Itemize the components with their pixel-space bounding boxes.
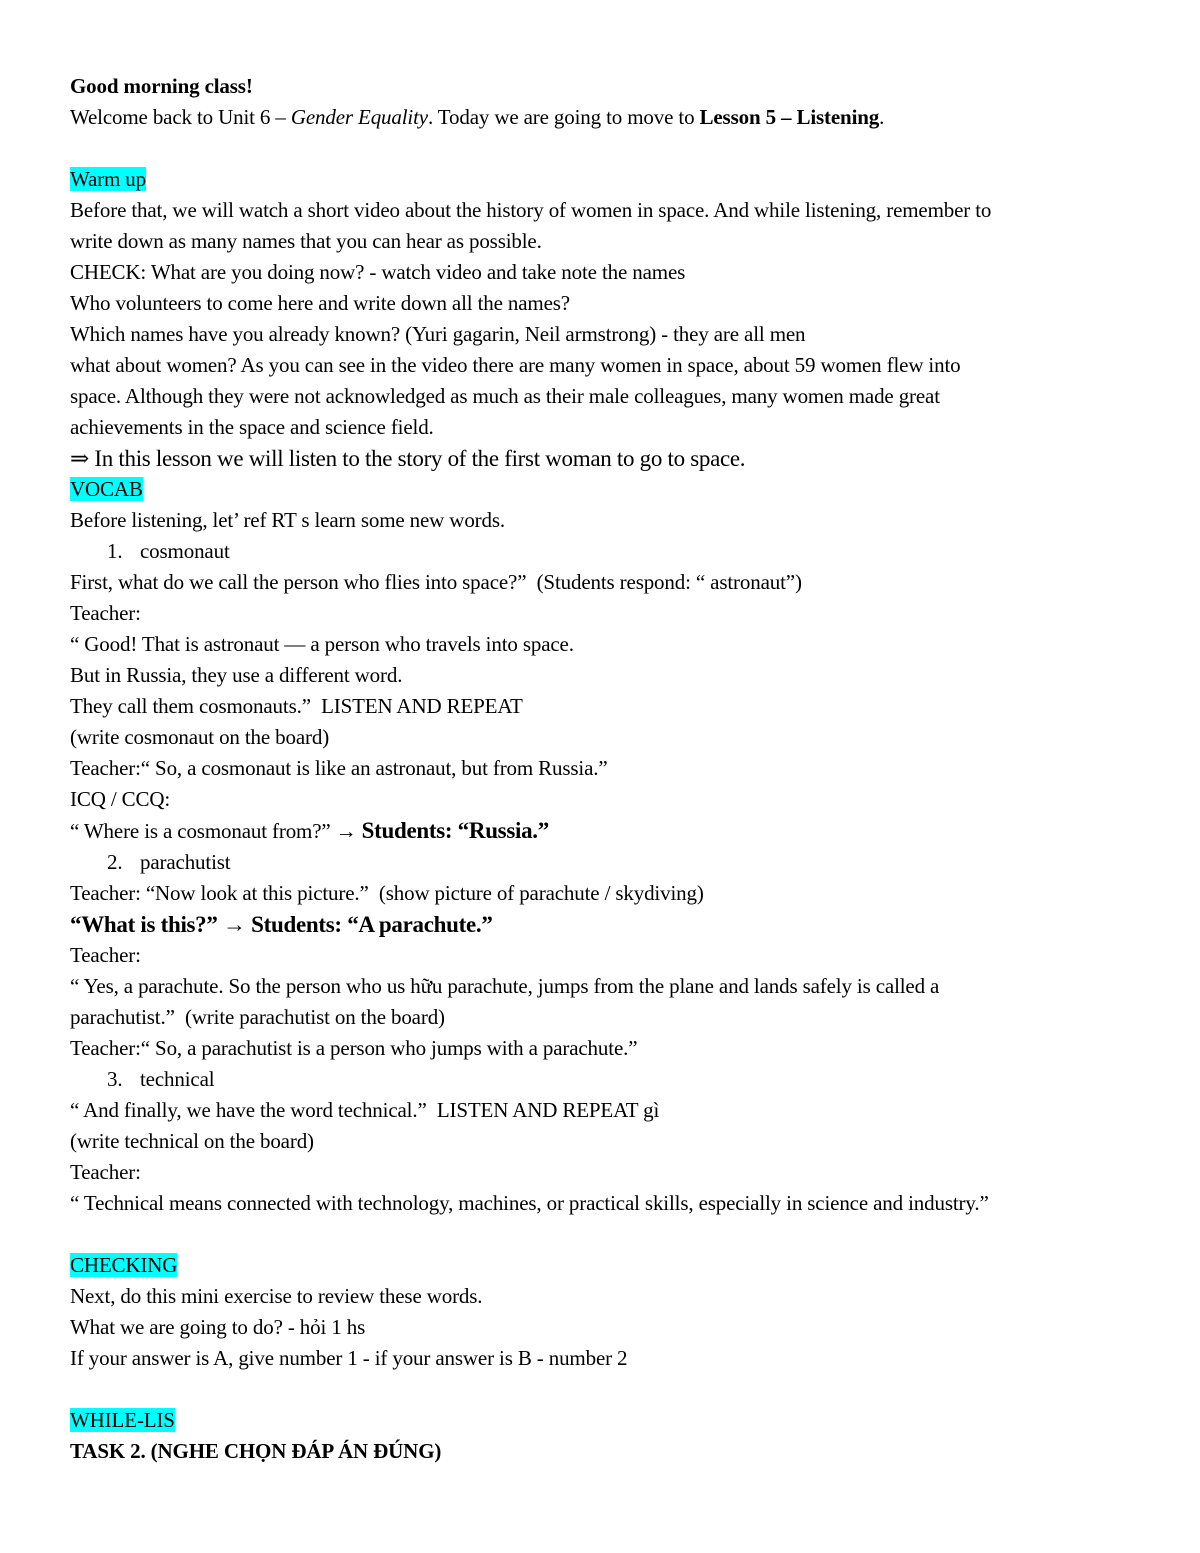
warmup-line: CHECK: What are you doing now? - watch video and take note the names — [70, 260, 686, 284]
vocab-question: “What is this?” → Students: “A parachute.” — [70, 912, 493, 937]
vocab-line: Teacher: “Now look at this picture.” (show picture of parachute / skydiving) — [70, 881, 704, 905]
warmup-line: write down as many names that you can hear as possible. — [70, 229, 542, 253]
vocab-line: “ Good! That is astronaut — a person who travels into space. — [70, 632, 574, 656]
vocab-item-2: 2. parachutist — [107, 850, 231, 874]
warmup-line: Before that, we will watch a short video about the history of women in space. And while listening, remember to — [70, 198, 992, 222]
checking-line: If your answer is A, give number 1 - if your answer is B - number 2 — [70, 1346, 628, 1370]
checking-heading: CHECKING — [70, 1253, 178, 1277]
lesson-title: Lesson 5 – Listening — [699, 105, 880, 129]
vocab-line: “ Yes, a parachute. So the person who us hữu parachute, jumps from the plane and lands safely is called a — [70, 974, 940, 998]
vocab-line: Teacher: — [70, 1160, 141, 1184]
vocab-line: (write technical on the board) — [70, 1129, 314, 1153]
vocab-heading: VOCAB — [70, 477, 143, 501]
vocab-item-1: 1. cosmonaut — [107, 539, 230, 563]
task-title: TASK 2. (NGHE CHỌN ĐÁP ÁN ĐÚNG) — [70, 1439, 442, 1463]
unit-title: Gender Equality — [290, 105, 428, 129]
vocab-line: Teacher:“ So, a parachutist is a person who jumps with a parachute.” — [70, 1036, 638, 1060]
vocab-line: Teacher:“ So, a cosmonaut is like an astronaut, but from Russia.” — [70, 756, 608, 780]
greeting: Good morning class! — [70, 74, 253, 98]
whilelis-heading: WHILE-LIS — [70, 1408, 175, 1432]
vocab-item-3: 3. technical — [107, 1067, 215, 1091]
checking-line: What we are going to do? - hỏi 1 hs — [70, 1315, 366, 1339]
warmup-line: Which names have you already known? (Yuri gagarin, Neil armstrong) - they are all men — [70, 322, 806, 346]
vocab-line: They call them cosmonauts.” LISTEN AND REPEAT — [70, 694, 523, 718]
vocab-line: parachutist.” (write parachutist on the board) — [70, 1005, 445, 1029]
welcome-line: Welcome back to Unit 6 – Gender Equality. Today we are going to move to Lesson 5 – Listening. — [70, 105, 885, 129]
checking-line: Next, do this mini exercise to review these words. — [70, 1284, 483, 1308]
vocab-line: Teacher: — [70, 601, 141, 625]
warmup-line: achievements in the space and science field. — [70, 415, 434, 439]
vocab-line: “ Technical means connected with technology, machines, or practical skills, especially in science and industry.” — [70, 1191, 989, 1215]
warmup-line: space. Although they were not acknowledged as much as their male colleagues, many women made great — [70, 384, 940, 408]
vocab-intro: Before listening, let’ ref RT s learn some new words. — [70, 508, 505, 532]
vocab-line: (write cosmonaut on the board) — [70, 725, 330, 749]
warmup-line: Who volunteers to come here and write down all the names? — [70, 291, 570, 315]
vocab-line: First, what do we call the person who flies into space?” (Students respond: “ astronaut”) — [70, 570, 802, 594]
warmup-heading: Warm up — [70, 167, 146, 191]
warmup-line: what about women? As you can see in the video there are many women in space, about 59 women flew into — [70, 353, 961, 377]
vocab-line: But in Russia, they use a different word. — [70, 663, 403, 687]
vocab-line: “ And finally, we have the word technical.” LISTEN AND REPEAT gì — [70, 1098, 660, 1122]
vocab-line: Teacher: — [70, 943, 141, 967]
vocab-line: ICQ / CCQ: — [70, 787, 171, 811]
lesson-conclusion: ⇒ In this lesson we will listen to the story of the first woman to go to space. — [70, 446, 746, 471]
ccq-line: “ Where is a cosmonaut from?” → Students: “Russia.” — [70, 818, 549, 843]
document-page — [70, 71, 1150, 1467]
